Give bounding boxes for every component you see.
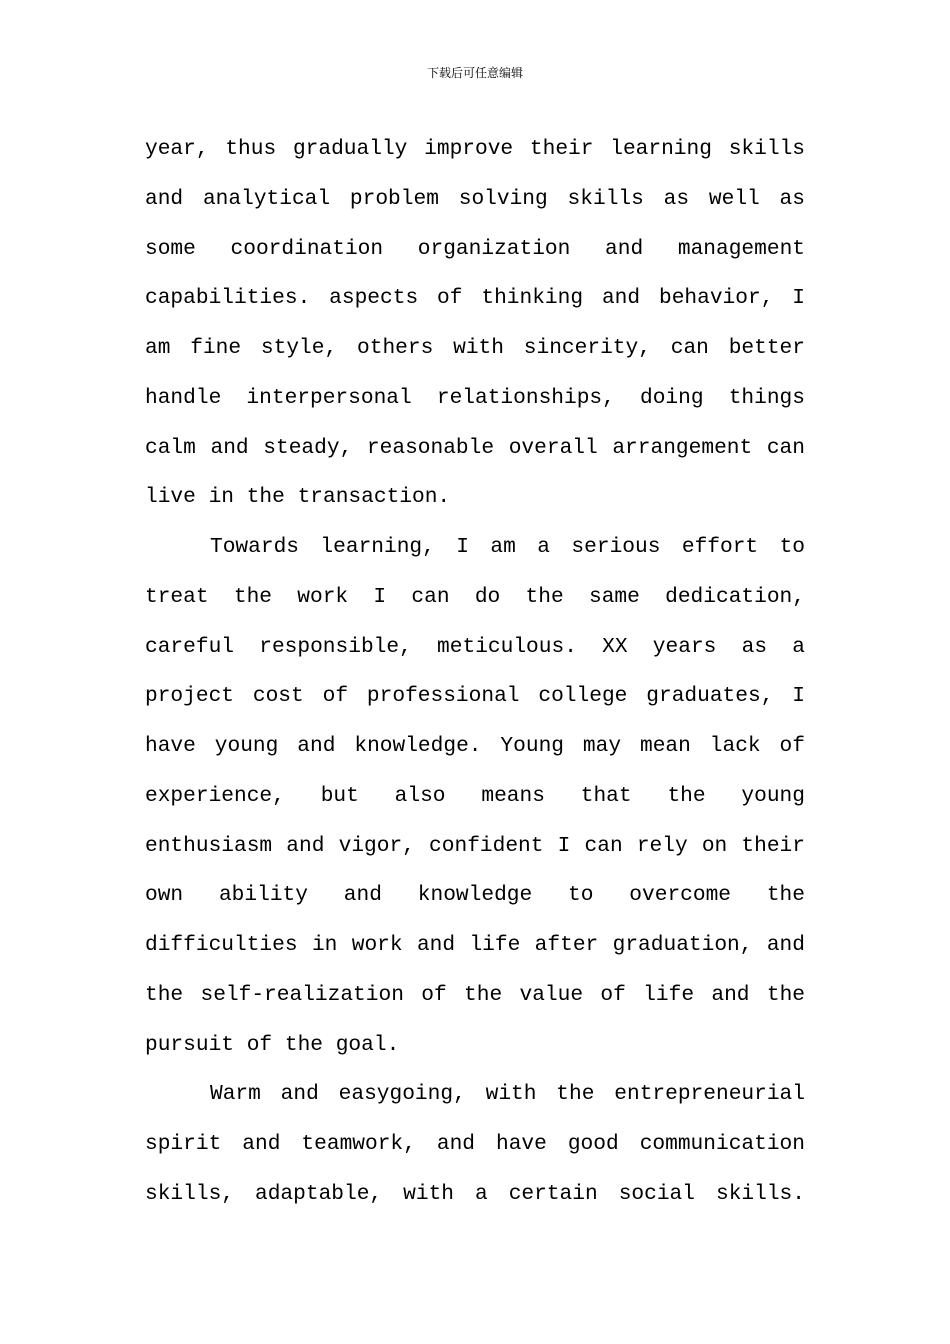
text-line: capabilities. aspects of thinking and behavior, I xyxy=(145,286,805,311)
text-line: some coordination organization and management xyxy=(145,236,805,261)
text-line: spirit and teamwork, and have good communication xyxy=(145,1132,805,1156)
text-line: enthusiasm and vigor, confident I can rely on their xyxy=(145,833,805,858)
text-line: skills, adaptable, with a certain social skills. xyxy=(145,1181,805,1206)
text-line: handle interpersonal relationships, doing things xyxy=(145,385,805,410)
text-line: treat the work I can do the same dedication, xyxy=(145,584,805,609)
paragraph-3 xyxy=(145,1070,805,1219)
text-line: project cost of professional college graduates, I xyxy=(145,684,805,709)
paragraph-1 xyxy=(145,125,805,523)
page-header: 下载后可任意编辑 xyxy=(426,66,523,80)
document-body xyxy=(145,125,805,1220)
text-line: am fine style, others with sincerity, can better xyxy=(145,336,805,360)
text-line: the self-realization of the value of life and the xyxy=(145,982,805,1007)
text-line: own ability and knowledge to overcome the xyxy=(145,883,805,908)
text-line: Warm and easygoing, with the entrepreneurial xyxy=(210,1082,805,1107)
text-line: careful responsible, meticulous. XX years as a xyxy=(145,634,805,659)
text-line: experience, but also means that the young xyxy=(145,783,805,808)
text-line: pursuit of the goal. xyxy=(145,1032,400,1057)
text-line: have young and knowledge. Young may mean lack of xyxy=(145,734,805,758)
text-line: difficulties in work and life after graduation, and xyxy=(145,933,805,957)
paragraph-2 xyxy=(145,523,805,1070)
text-line: live in the transaction. xyxy=(145,485,451,510)
text-line: Towards learning, I am a serious effort to xyxy=(210,535,805,559)
text-line: calm and steady, reasonable overall arrangement can xyxy=(145,435,805,460)
text-line: and analytical problem solving skills as well as xyxy=(145,186,805,211)
text-line: year, thus gradually improve their learning skills xyxy=(145,137,805,161)
